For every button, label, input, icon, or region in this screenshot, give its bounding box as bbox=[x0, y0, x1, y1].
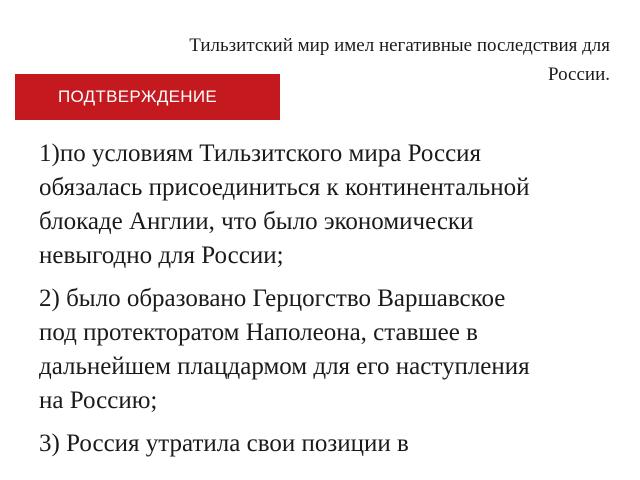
point-line: на Россию; bbox=[39, 387, 158, 414]
point-1 bbox=[39, 137, 619, 273]
point-2 bbox=[39, 282, 619, 418]
point-line: обязалась присоединиться к континентальной bbox=[39, 174, 530, 201]
point-line: 2) было образовано Герцогство Варшавское bbox=[39, 285, 506, 312]
point-line: невыгодно для России; bbox=[39, 242, 284, 269]
slide-title-line: Тильзитский мир имел негативные последствия для bbox=[189, 35, 610, 56]
point-line: дальнейшем плацдармом для его наступления bbox=[39, 353, 530, 380]
point-line: 3) Россия утратила свои позиции в bbox=[39, 430, 409, 457]
slide-body bbox=[39, 137, 619, 470]
point-3 bbox=[39, 427, 619, 461]
confirmation-badge: ПОДТВЕРЖДЕНИЕ bbox=[15, 74, 280, 120]
point-line: блокаде Англии, что было экономически bbox=[39, 208, 474, 235]
point-line: 1)по условиям Тильзитского мира Россия bbox=[39, 140, 482, 167]
slide-title-line: России. bbox=[547, 64, 610, 85]
point-line: под протекторатом Наполеона, ставшее в bbox=[39, 319, 478, 346]
